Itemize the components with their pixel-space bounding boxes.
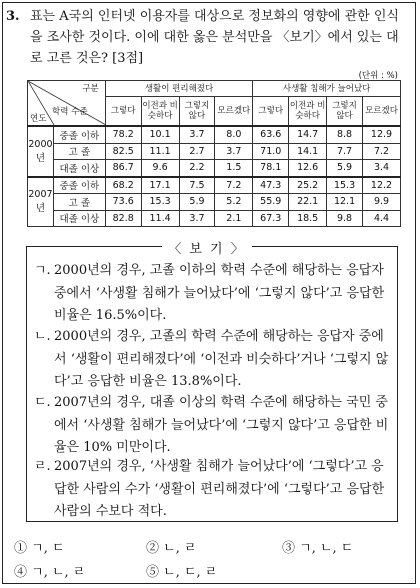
- value-cell: 78.2: [105, 126, 141, 143]
- value-cell: 10.1: [141, 126, 179, 143]
- choice-2[interactable]: ② ㄴ, ㄹ: [146, 541, 197, 556]
- choice-3[interactable]: ③ ㄱ, ㄴ, ㄷ: [282, 541, 354, 556]
- value-cell: 2.1: [215, 210, 253, 227]
- value-cell: 67.3: [253, 210, 289, 227]
- bogi-title: [0, 238, 414, 257]
- bogi-title-text: 〈 보 기 〉: [162, 242, 252, 257]
- corner-label-category: 구분: [82, 84, 99, 94]
- bogi-item-text: 2007년의 경우, ‘사생활 침해가 늘어났다’에 ‘그렇다’고 응답한 사람의 수가 ‘생활이 편리해졌다’에 ‘그렇다’고 응답한 사람의 수보다 적다.: [54, 459, 385, 519]
- value-cell: 82.5: [105, 143, 141, 160]
- value-cell: 8.8: [327, 126, 363, 143]
- value-cell: 12.2: [363, 177, 401, 194]
- table-row: [28, 177, 401, 194]
- value-cell: 68.2: [105, 177, 141, 194]
- group-header-privacy: 사생활 침해가 늘어났다: [253, 81, 401, 97]
- value-cell: 2.7: [179, 143, 215, 160]
- value-cell: 5.9: [179, 194, 215, 211]
- question-number: 3.: [6, 9, 20, 24]
- value-cell: 12.9: [363, 126, 401, 143]
- question-text: 표는 A국의 인터넷 이용자를 대상으로 정보화의 영향에 관한 인식을 조사한 것이다. 이에 대한 옳은 분석만을 〈보기〉에서 있는 대로 고른 것은? [3점]: [30, 9, 399, 66]
- value-cell: 11.4: [141, 210, 179, 227]
- bogi-item-text: 2000년의 경우, 고졸 이하의 학력 수준에 해당하는 응답자 중에서 ‘사생활 침해가 늘어났다’에 ‘그렇지 않다’고 응답한 비율은 16.5%이다.: [54, 263, 385, 323]
- education-cell: 고 졸: [53, 194, 105, 211]
- value-cell: 82.8: [105, 210, 141, 227]
- value-cell: 1.5: [215, 160, 253, 177]
- value-cell: 55.9: [253, 194, 289, 211]
- corner-label-education: 학력 수준: [52, 107, 88, 117]
- value-cell: 25.2: [289, 177, 327, 194]
- value-cell: 8.0: [215, 126, 253, 143]
- sub-header: 모르겠다: [363, 97, 401, 127]
- value-cell: 7.7: [327, 143, 363, 160]
- bogi-item-mark: ㄱ.: [34, 263, 51, 278]
- year-cell: 2000년: [28, 126, 54, 177]
- value-cell: 3.4: [363, 160, 401, 177]
- value-cell: 15.3: [327, 177, 363, 194]
- table-corner-cell: [28, 81, 106, 127]
- value-cell: 3.7: [179, 126, 215, 143]
- education-cell: 중졸 이하: [53, 177, 105, 194]
- value-cell: 12.6: [289, 160, 327, 177]
- bogi-item-c: [34, 392, 390, 460]
- education-cell: 대졸 이상: [53, 210, 105, 227]
- bogi-item-text: 2000년의 경우, 고졸의 학력 수준에 해당하는 응답자 중에서 ‘생활이 편리해졌다’에 ‘이전과 비슷하다’거나 ‘그렇지 않다’고 응답한 비율은 13.8%이다.: [54, 329, 389, 389]
- value-cell: 14.7: [289, 126, 327, 143]
- table-row: [28, 126, 401, 143]
- value-cell: 3.7: [179, 210, 215, 227]
- value-cell: 17.1: [141, 177, 179, 194]
- value-cell: 7.2: [215, 177, 253, 194]
- table-row: [28, 160, 401, 177]
- education-cell: 대졸 이상: [53, 160, 105, 177]
- value-cell: 47.3: [253, 177, 289, 194]
- sub-header: 그렇다: [105, 97, 141, 127]
- value-cell: 86.7: [105, 160, 141, 177]
- bogi-item-mark: ㄹ.: [34, 459, 51, 474]
- sub-header: 이전과 비슷하다: [141, 97, 179, 127]
- value-cell: 9.8: [327, 210, 363, 227]
- value-cell: 22.1: [289, 194, 327, 211]
- choice-5[interactable]: ⑤ ㄴ, ㄷ, ㄹ: [146, 565, 218, 580]
- education-cell: 고 졸: [53, 143, 105, 160]
- table-row: [28, 143, 401, 160]
- value-cell: 2.2: [179, 160, 215, 177]
- value-cell: 12.1: [327, 194, 363, 211]
- value-cell: 9.6: [141, 160, 179, 177]
- group-header-convenience: 생활이 편리해졌다: [105, 81, 253, 97]
- bogi-item-mark: ㄷ.: [34, 395, 51, 410]
- bogi-item-text: 2007년의 경우, 대졸 이상의 학력 수준에 해당하는 국민 중에서 ‘사생활 침해가 늘어났다’에 ‘그렇지 않다’고 응답한 비율은 10% 미만이다.: [54, 395, 389, 455]
- value-cell: 14.1: [289, 143, 327, 160]
- bogi-item-b: [34, 326, 390, 394]
- sub-header: 그렇다: [253, 97, 289, 127]
- value-cell: 11.1: [141, 143, 179, 160]
- bogi-item-d: [34, 456, 390, 524]
- value-cell: 18.5: [289, 210, 327, 227]
- sub-header: 모르겠다: [215, 97, 253, 127]
- bogi-item-mark: ㄴ.: [34, 329, 51, 344]
- sub-header: 그렇지 않다: [327, 97, 363, 127]
- value-cell: 5.2: [215, 194, 253, 211]
- value-cell: 5.9: [327, 160, 363, 177]
- value-cell: 9.9: [363, 194, 401, 211]
- table-unit: (단위 : %): [358, 71, 398, 81]
- value-cell: 7.2: [363, 143, 401, 160]
- year-cell: 2007년: [28, 177, 54, 227]
- value-cell: 73.6: [105, 194, 141, 211]
- table-row: [28, 210, 401, 227]
- survey-table: [27, 80, 401, 227]
- value-cell: 3.7: [215, 143, 253, 160]
- table-row: [28, 194, 401, 211]
- choice-1[interactable]: ① ㄱ, ㄷ: [14, 541, 65, 556]
- sub-header: 그렇지 않다: [179, 97, 215, 127]
- value-cell: 78.1: [253, 160, 289, 177]
- value-cell: 15.3: [141, 194, 179, 211]
- value-cell: 71.0: [253, 143, 289, 160]
- corner-label-year: 연도: [30, 114, 47, 124]
- value-cell: 4.4: [363, 210, 401, 227]
- value-cell: 63.6: [253, 126, 289, 143]
- bogi-item-a: [34, 260, 390, 328]
- value-cell: 7.5: [179, 177, 215, 194]
- choice-4[interactable]: ④ ㄱ, ㄴ, ㄹ: [14, 565, 86, 580]
- sub-header: 이전과 비슷하다: [289, 97, 327, 127]
- education-cell: 중졸 이하: [53, 126, 105, 143]
- question: [6, 6, 406, 69]
